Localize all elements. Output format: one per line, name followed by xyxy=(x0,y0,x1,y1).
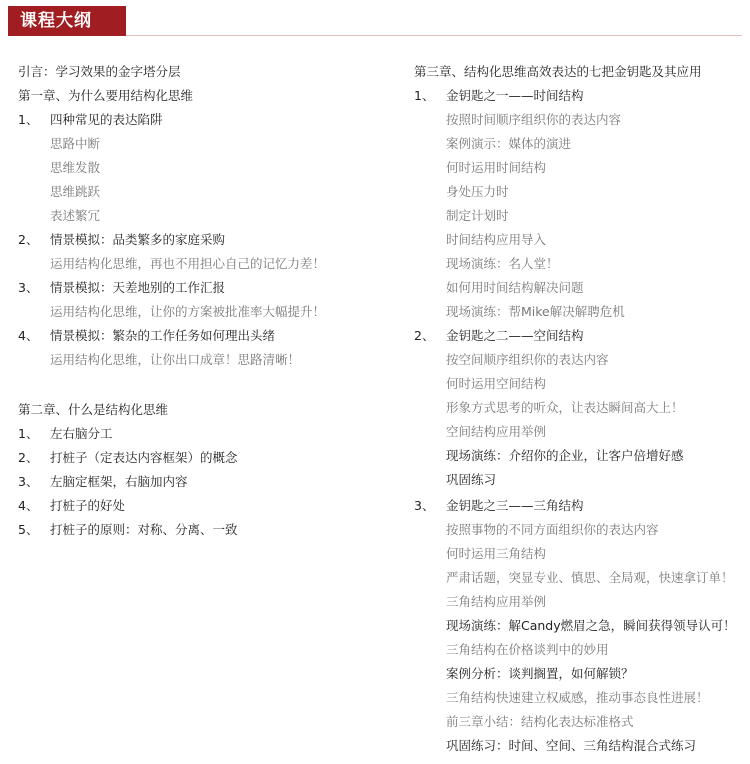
item-number: 2、 xyxy=(18,450,39,465)
ch3-item-3-sub-3: 严肃话题，突显专业、慎思、全局观，快速拿订单！ xyxy=(446,570,734,585)
ch3-item-3-sub-5: 现场演练：解Candy燃眉之急，瞬间获得领导认可！ xyxy=(446,618,736,633)
section-title: 课程大纲 xyxy=(8,6,126,36)
item-label: 情景模拟：繁杂的工作任务如何理出头绪 xyxy=(50,328,276,343)
item-number: 4、 xyxy=(18,498,39,513)
chapter-3-title: 第三章、结构化思维高效表达的七把金钥匙及其应用 xyxy=(414,64,702,79)
ch3-item-1-sub-7: 现场演练：名人堂！ xyxy=(446,256,559,271)
ch1-item-1-sub-3: 思维跳跃 xyxy=(50,184,101,199)
item-number: 2、 xyxy=(18,232,39,247)
ch3-item-3-sub-1: 按照事物的不同方面组织你的表达内容 xyxy=(446,522,659,537)
item-label: 打桩子的原则：对称、分离、一致 xyxy=(50,522,238,537)
intro-line: 引言：学习效果的金字塔分层 xyxy=(18,64,181,79)
chapter-1-title: 第一章、为什么要用结构化思维 xyxy=(18,88,194,103)
item-label: 情景模拟：天差地别的工作汇报 xyxy=(50,280,226,295)
ch3-item-3-sub-9: 前三章小结：结构化表达标准格式 xyxy=(446,714,634,729)
ch3-item-1-sub-4: 身处压力时 xyxy=(446,184,509,199)
ch3-item-1-sub-8: 如何用时间结构解决问题 xyxy=(446,280,584,295)
ch1-item-1-sub-4: 表述繁冗 xyxy=(50,208,101,223)
section-header xyxy=(8,6,750,36)
item-number: 1、 xyxy=(414,88,435,103)
item-number: 3、 xyxy=(18,474,39,489)
ch3-item-3-sub-4: 三角结构应用举例 xyxy=(446,594,547,609)
item-label: 情景模拟：品类繁多的家庭采购 xyxy=(50,232,226,247)
ch3-item-1-sub-1: 按照时间顺序组织你的表达内容 xyxy=(446,112,622,127)
item-number: 4、 xyxy=(18,328,39,343)
item-label: 金钥匙之一——时间结构 xyxy=(446,88,584,103)
ch3-item-1-sub-5: 制定计划时 xyxy=(446,208,509,223)
item-label: 四种常见的表达陷阱 xyxy=(50,112,163,127)
ch3-item-3-sub-8: 三角结构快速建立权威感，推动事态良性进展！ xyxy=(446,690,709,705)
ch3-item-3-sub-7: 案例分析：谈判搁置，如何解锁？ xyxy=(446,666,634,681)
ch3-item-1-sub-6: 时间结构应用导入 xyxy=(446,232,547,247)
ch3-item-3-sub-6: 三角结构在价格谈判中的妙用 xyxy=(446,642,609,657)
ch1-item-2-sub-1: 运用结构化思维，再也不用担心自己的记忆力差！ xyxy=(50,256,326,271)
ch1-item-1-sub-1: 思路中断 xyxy=(50,136,101,151)
item-number: 3、 xyxy=(414,498,435,513)
item-number: 1、 xyxy=(18,426,39,441)
ch3-item-2-sub-5: 现场演练：介绍你的企业，让客户倍增好感 xyxy=(446,448,684,463)
ch3-item-2-sub-6: 巩固练习 xyxy=(446,472,497,487)
ch3-item-3-sub-10: 巩固练习：时间、空间、三角结构混合式练习 xyxy=(446,738,697,753)
item-label: 打桩子（定表达内容框架）的概念 xyxy=(50,450,238,465)
item-number: 5、 xyxy=(18,522,39,537)
ch1-item-1-sub-2: 思维发散 xyxy=(50,160,101,175)
chapter-2-title: 第二章、什么是结构化思维 xyxy=(18,402,169,417)
ch3-item-2-sub-2: 何时运用空间结构 xyxy=(446,376,547,391)
ch1-item-3-sub-1: 运用结构化思维，让你的方案被批准率大幅提升！ xyxy=(50,304,326,319)
item-label: 金钥匙之三——三角结构 xyxy=(446,498,584,513)
item-label: 打桩子的好处 xyxy=(50,498,126,513)
item-label: 左脑定框架，右脑加内容 xyxy=(50,474,188,489)
ch3-item-1-sub-2: 案例演示：媒体的演进 xyxy=(446,136,572,151)
item-number: 1、 xyxy=(18,112,39,127)
ch3-item-1-sub-3: 何时运用时间结构 xyxy=(446,160,547,175)
ch3-item-2-sub-3: 形象方式思考的听众，让表达瞬间高大上！ xyxy=(446,400,684,415)
item-label: 金钥匙之二——空间结构 xyxy=(446,328,584,343)
ch3-item-2-sub-1: 按空间顺序组织你的表达内容 xyxy=(446,352,609,367)
item-number: 3、 xyxy=(18,280,39,295)
item-label: 左右脑分工 xyxy=(50,426,113,441)
item-number: 2、 xyxy=(414,328,435,343)
ch1-item-4-sub-1: 运用结构化思维，让你出口成章！思路清晰！ xyxy=(50,352,301,367)
ch3-item-2-sub-4: 空间结构应用举例 xyxy=(446,424,547,439)
ch3-item-3-sub-2: 何时运用三角结构 xyxy=(446,546,547,561)
ch3-item-1-sub-9: 现场演练：帮Mike解决解聘危机 xyxy=(446,304,625,319)
